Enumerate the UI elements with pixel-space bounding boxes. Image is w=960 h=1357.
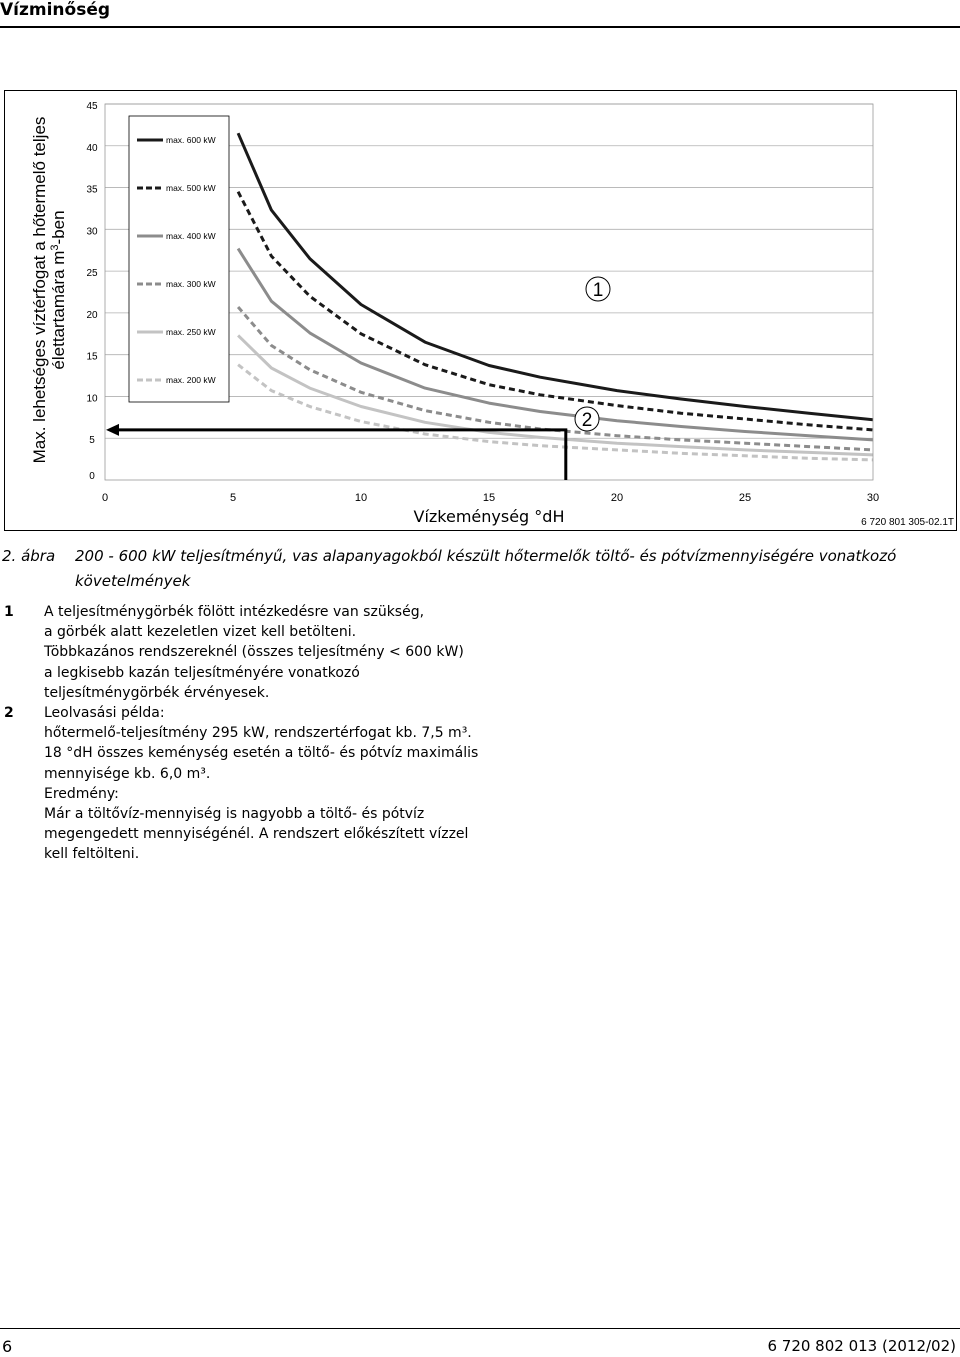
y-tick-label: 20: [86, 309, 98, 321]
note-line: Már a töltővíz-mennyiség is nagyobb a töltő- és pótvíz: [44, 806, 425, 823]
y-tick-label: 35: [86, 184, 98, 196]
legend-label: max. 600 kW: [166, 135, 216, 145]
page-section-title: Vízminőség: [0, 0, 111, 20]
legend-label: max. 250 kW: [166, 327, 216, 337]
x-tick-label: 25: [738, 492, 752, 504]
series-line-0: [238, 133, 873, 420]
x-tick-label: 0: [101, 492, 109, 504]
note-line: a legkisebb kazán teljesítményére vonatkozó: [44, 664, 360, 681]
note-line: Többkazános rendszereknél (összes teljesítmény < 600 kW): [44, 644, 464, 661]
y-tick-label: 15: [86, 351, 98, 363]
y-tick-label: 10: [86, 393, 98, 405]
marker-2-label: 2: [581, 410, 593, 431]
note-item: [4, 703, 504, 865]
note-line: Leolvasási példa:: [44, 705, 165, 722]
y-axis-label-line1: Max. lehetséges víztérfogat a hőtermelő teljes: [30, 116, 49, 464]
figure-number: 2. ábra: [2, 547, 56, 565]
note-line: 18 °dH összes keménység esetén a töltő- és pótvíz maximális: [44, 745, 479, 762]
document-number: 6 720 802 013 (2012/02): [767, 1337, 956, 1355]
figure-caption-text: 200 - 600 kW teljesítményű, vas alapanyagokból készült hőtermelők töltő- és pótvízmennyiségére vonatkozó követelmények: [75, 547, 897, 590]
page-number: 6: [2, 1337, 13, 1356]
note-line: mennyisége kb. 6,0 m³.: [44, 765, 211, 782]
y-tick-label: 25: [86, 268, 98, 280]
note-line: a görbék alatt kezeletlen vizet kell betölteni.: [44, 624, 357, 641]
reading-arrowhead: [106, 424, 119, 436]
note-number: 2: [4, 705, 14, 722]
legend-label: max. 300 kW: [166, 279, 216, 289]
water-hardness-chart: [0, 0, 960, 540]
note-line: teljesítménygörbék érvényesek.: [44, 684, 270, 701]
note-line: hőtermelő-teljesítmény 295 kW, rendszertérfogat kb. 7,5 m³.: [44, 725, 472, 742]
y-tick-label: 0: [89, 471, 95, 482]
legend-label: max. 500 kW: [166, 183, 216, 193]
figure-notes: [4, 602, 504, 865]
x-tick-label: 30: [866, 492, 880, 504]
y-tick-label: 30: [86, 226, 98, 238]
note-number: 1: [4, 604, 14, 620]
note-line: kell feltölteni.: [44, 846, 140, 863]
note-line: A teljesítménygörbék fölött intézkedésre van szükség,: [44, 604, 425, 620]
footer-divider: [0, 1328, 960, 1329]
y-axis-label-sup: 3: [49, 244, 61, 251]
note-line: megengedett mennyiségénél. A rendszert előkészített vízzel: [44, 826, 469, 843]
chart-legend: [129, 116, 229, 402]
series-line-1: [238, 192, 873, 430]
y-tick-label: 5: [89, 435, 95, 447]
x-tick-label: 5: [229, 492, 237, 504]
legend-label: max. 200 kW: [166, 375, 216, 385]
note-line: Eredmény:: [44, 785, 119, 802]
x-axis-label: Vízkeménység °dH: [413, 507, 565, 526]
marker-1-label: 1: [592, 280, 604, 301]
x-tick-label: 15: [482, 492, 496, 504]
note-item: [4, 602, 504, 703]
legend-box: [129, 116, 229, 402]
figure-reference-code: 6 720 801 305-02.1T: [861, 517, 954, 528]
x-tick-label: 10: [354, 492, 368, 504]
y-axis-label-suffix: -ben: [49, 210, 68, 245]
y-tick-label: 40: [86, 142, 98, 154]
y-tick-label: 45: [86, 101, 98, 112]
series-line-4: [238, 335, 873, 455]
y-axis-label-line2: [49, 210, 68, 369]
legend-label: max. 400 kW: [166, 231, 216, 241]
y-axis-label-prefix: élettartamára m: [49, 250, 68, 370]
chart-series: [238, 133, 873, 460]
x-tick-label: 20: [610, 492, 624, 504]
